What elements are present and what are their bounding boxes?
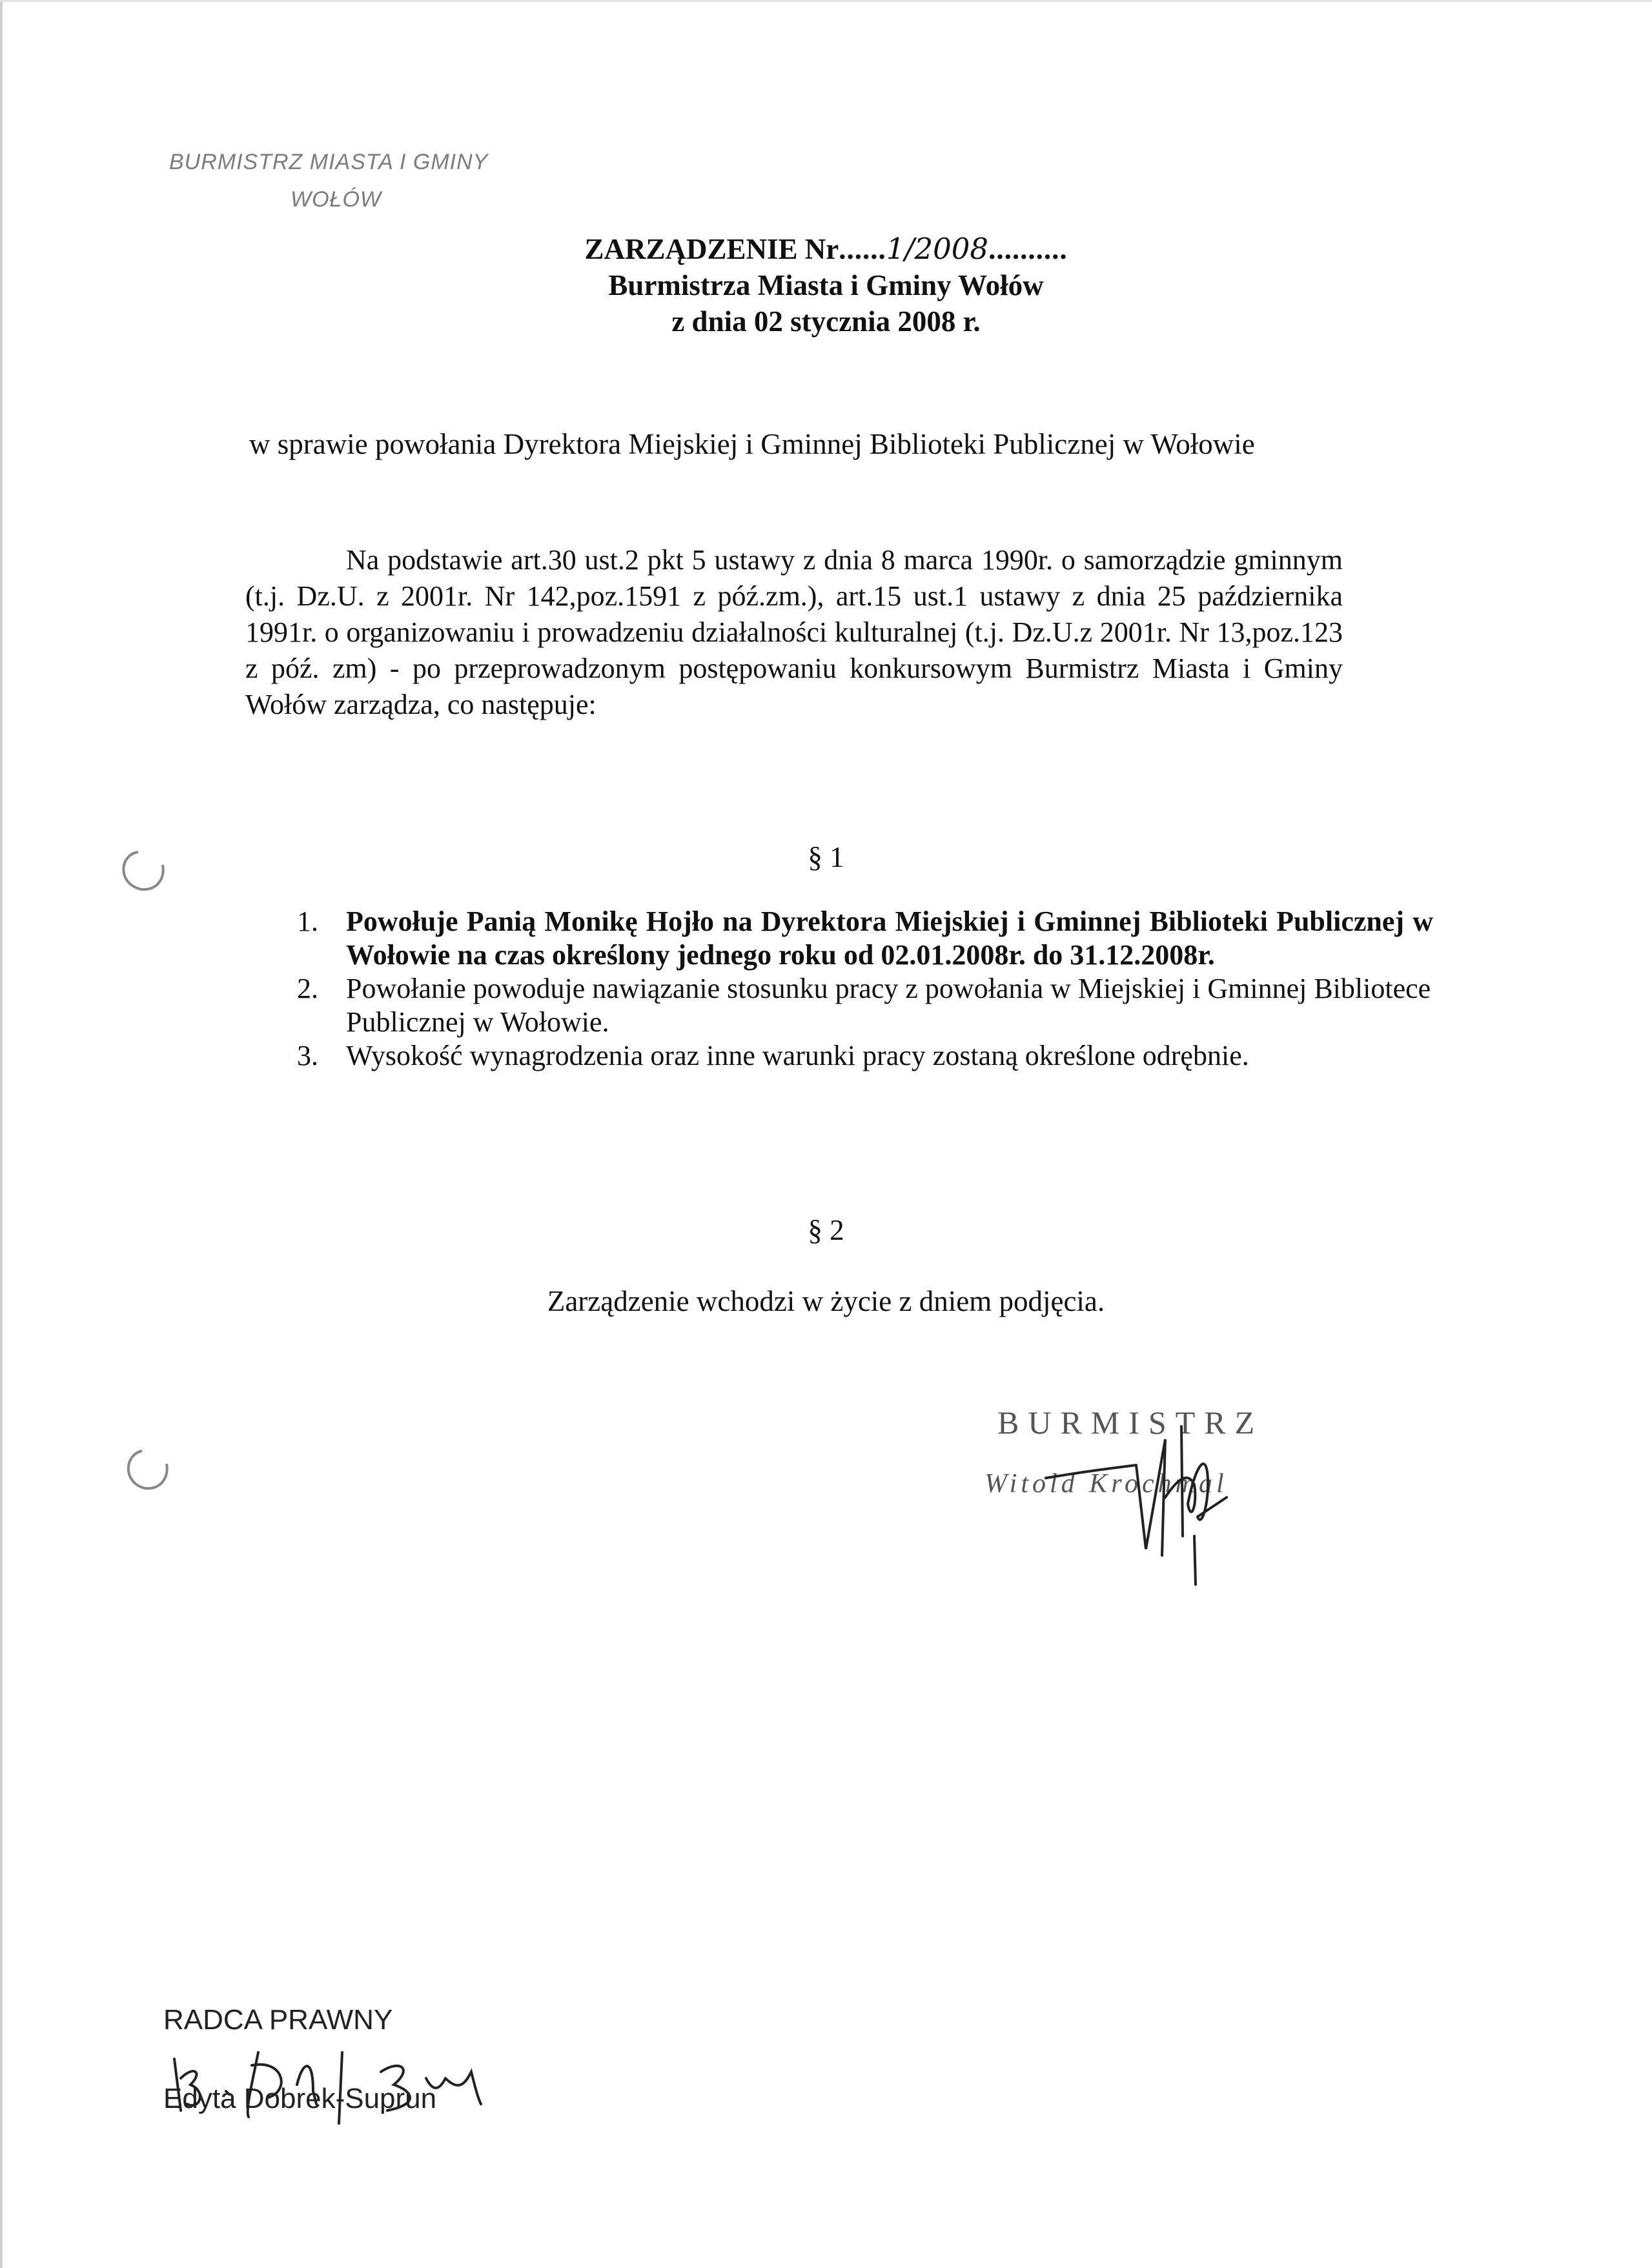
dots-left: ...... [839,233,886,265]
mayor-signature [1033,1401,1252,1594]
list-item-text: Powołanie powoduje nawiązanie stosunku pracy z powołania w Miejskiej i Gminnej Bibliotece Publicznej w Wołowie. [346,973,1431,1038]
list-item-text: Wysokość wynagrodzenia oraz inne warunki pracy zostaną określone odrębnie. [346,1040,1249,1071]
section-2-text: Zarządzenie wchodzi w życie z dniem podjęcia. [547,1285,1105,1317]
list-item [297,905,1433,972]
list-item-number: 2. [297,973,318,1004]
section-1-mark: § 1 [808,841,844,873]
mayor-stamp-role: BURMISTRZ [997,1404,1264,1441]
mayor-stamp-name: Witold Krochmal [984,1469,1228,1499]
office-stamp-line1: BURMISTRZ MIASTA I GMINY [169,150,489,174]
office-stamp-header [169,143,488,218]
handwritten-number: 1/2008 [886,232,989,266]
list-item-number: 3. [297,1040,318,1071]
office-stamp-line2: WOŁÓW [291,187,382,212]
legal-basis-paragraph: Na podstawie art.30 ust.2 pkt 5 ustawy z dnia 8 marca 1990r. o samorządzie gminnym (t.j. Dz.U. z 2001r. Nr 142,poz.1591 z póź.zm.), art.15 ust.1 ustawy z dnia 25 października 1991r. o organizowaniu i prowadzeniu działalności kulturalnej (t.j. Dz.U.z 2001r. Nr 13,poz.123 z póź. zm) - po przeprowadzonym postępowaniu konkursowym Burmistrz Miasta i Gminy Wołów zarządza, co następuje: [245,544,1343,720]
title-prefix: ZARZĄDZENIE Nr [584,233,839,265]
list-item-text: Powołuje Panią Monikę Hojło na Dyrektora Miejskiej i Gminnej Biblioteki Publicznej w Wołowie na czas określony jednego roku od 02.01.2008r. do 31.12.2008r. [346,906,1433,971]
section-2-mark: § 2 [808,1214,844,1246]
document-title-block [0,231,1652,339]
list-item [297,972,1433,1039]
section-1-list [297,905,1433,1073]
issuer-line: Burmistrza Miasta i Gminy Wołów [608,269,1044,301]
punch-hole-mark [112,845,170,897]
list-item-number: 1. [297,906,318,937]
lawyer-stamp-name: Edyta Dobrek-Suprun [163,2083,437,2114]
dots-right: .......... [988,233,1068,265]
list-item [297,1039,1433,1073]
lawyer-stamp-role: RADCA PRAWNY [163,2004,393,2036]
page-edge [0,0,3,2268]
date-line: z dnia 02 stycznia 2008 r. [671,305,981,338]
punch-hole-mark [116,1446,174,1497]
subject-line: w sprawie powołania Dyrektora Miejskiej i Gminnej Biblioteki Publicznej w Wołowie [249,428,1255,460]
lawyer-signature [155,2033,504,2130]
page-edge-top [0,0,1652,2]
document-number-line [0,231,1652,267]
